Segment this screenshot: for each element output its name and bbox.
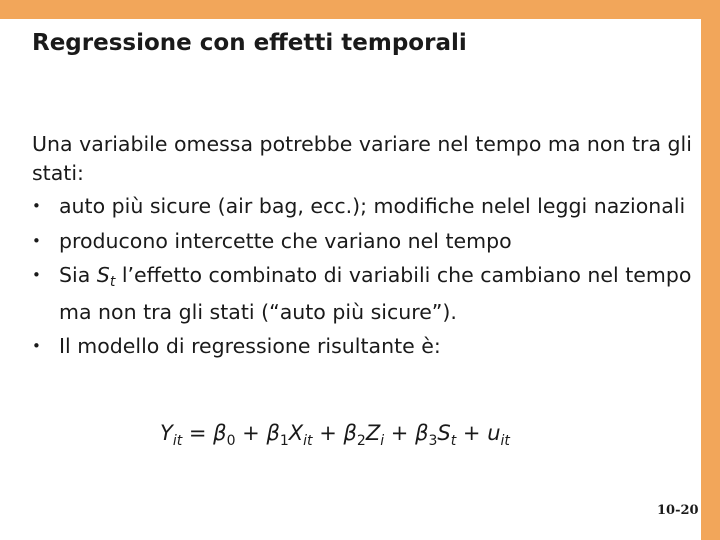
- bullet-text-prefix: Sia: [59, 263, 97, 287]
- regression-equation: [160, 421, 510, 449]
- symbol-s: [96, 263, 116, 290]
- eq-z-sub: i: [380, 433, 385, 449]
- eq-beta1-sub: 1: [279, 433, 289, 449]
- bullet-item-safer-cars: [32, 192, 692, 222]
- bullet-icon: •: [32, 197, 41, 215]
- bullet-item-model: [32, 332, 692, 362]
- bullet-text: auto più sicure (air bag, ecc.); modifiche nelel leggi nazionali: [59, 194, 686, 218]
- eq-beta3-sub: 3: [428, 433, 438, 449]
- eq-s-sub: t: [450, 433, 457, 449]
- eq-beta2-sub: 2: [356, 433, 366, 449]
- bullet-text: Il modello di regressione risultante è:: [59, 334, 441, 358]
- bullet-text: producono intercette che variano nel tempo: [59, 228, 512, 253]
- bullet-item-st-definition: [32, 261, 692, 327]
- eq-plus: +: [384, 421, 416, 445]
- eq-s: S: [437, 421, 451, 445]
- bullet-list: [32, 192, 692, 367]
- eq-beta0-sub: 0: [226, 433, 236, 449]
- bullet-icon: •: [32, 231, 41, 250]
- orange-frame-right: [701, 0, 720, 540]
- eq-x: X: [288, 421, 304, 445]
- eq-u: u: [487, 421, 501, 445]
- eq-beta3: β: [415, 421, 429, 445]
- eq-u-sub: it: [500, 433, 510, 449]
- eq-equals: =: [182, 421, 214, 445]
- eq-y: Y: [160, 421, 173, 445]
- bullet-text-rest: l’effetto combinato di variabili che cambiano nel tempo ma non tra gli stati (“auto più sicure”).: [59, 263, 692, 324]
- symbol-s-letter: S: [96, 263, 110, 287]
- eq-beta2: β: [343, 421, 357, 445]
- page-number: 10-20: [657, 503, 699, 518]
- eq-beta0: β: [213, 421, 227, 445]
- intro-text: Una variabile omessa potrebbe variare nel tempo ma non tra gli stati:: [32, 132, 692, 185]
- eq-plus: +: [312, 421, 344, 445]
- slide-title: Regressione con effetti temporali: [32, 30, 467, 56]
- eq-x-sub: it: [303, 433, 313, 449]
- eq-beta1: β: [266, 421, 280, 445]
- eq-plus: +: [235, 421, 267, 445]
- symbol-s-subscript: t: [109, 274, 116, 290]
- bullet-item-intercepts: [32, 227, 692, 257]
- eq-z: Z: [365, 421, 381, 445]
- eq-y-sub: it: [172, 433, 183, 449]
- eq-plus: +: [456, 421, 488, 445]
- bullet-icon: •: [32, 266, 41, 284]
- bullet-icon: •: [32, 337, 41, 355]
- orange-frame-top: [0, 0, 720, 19]
